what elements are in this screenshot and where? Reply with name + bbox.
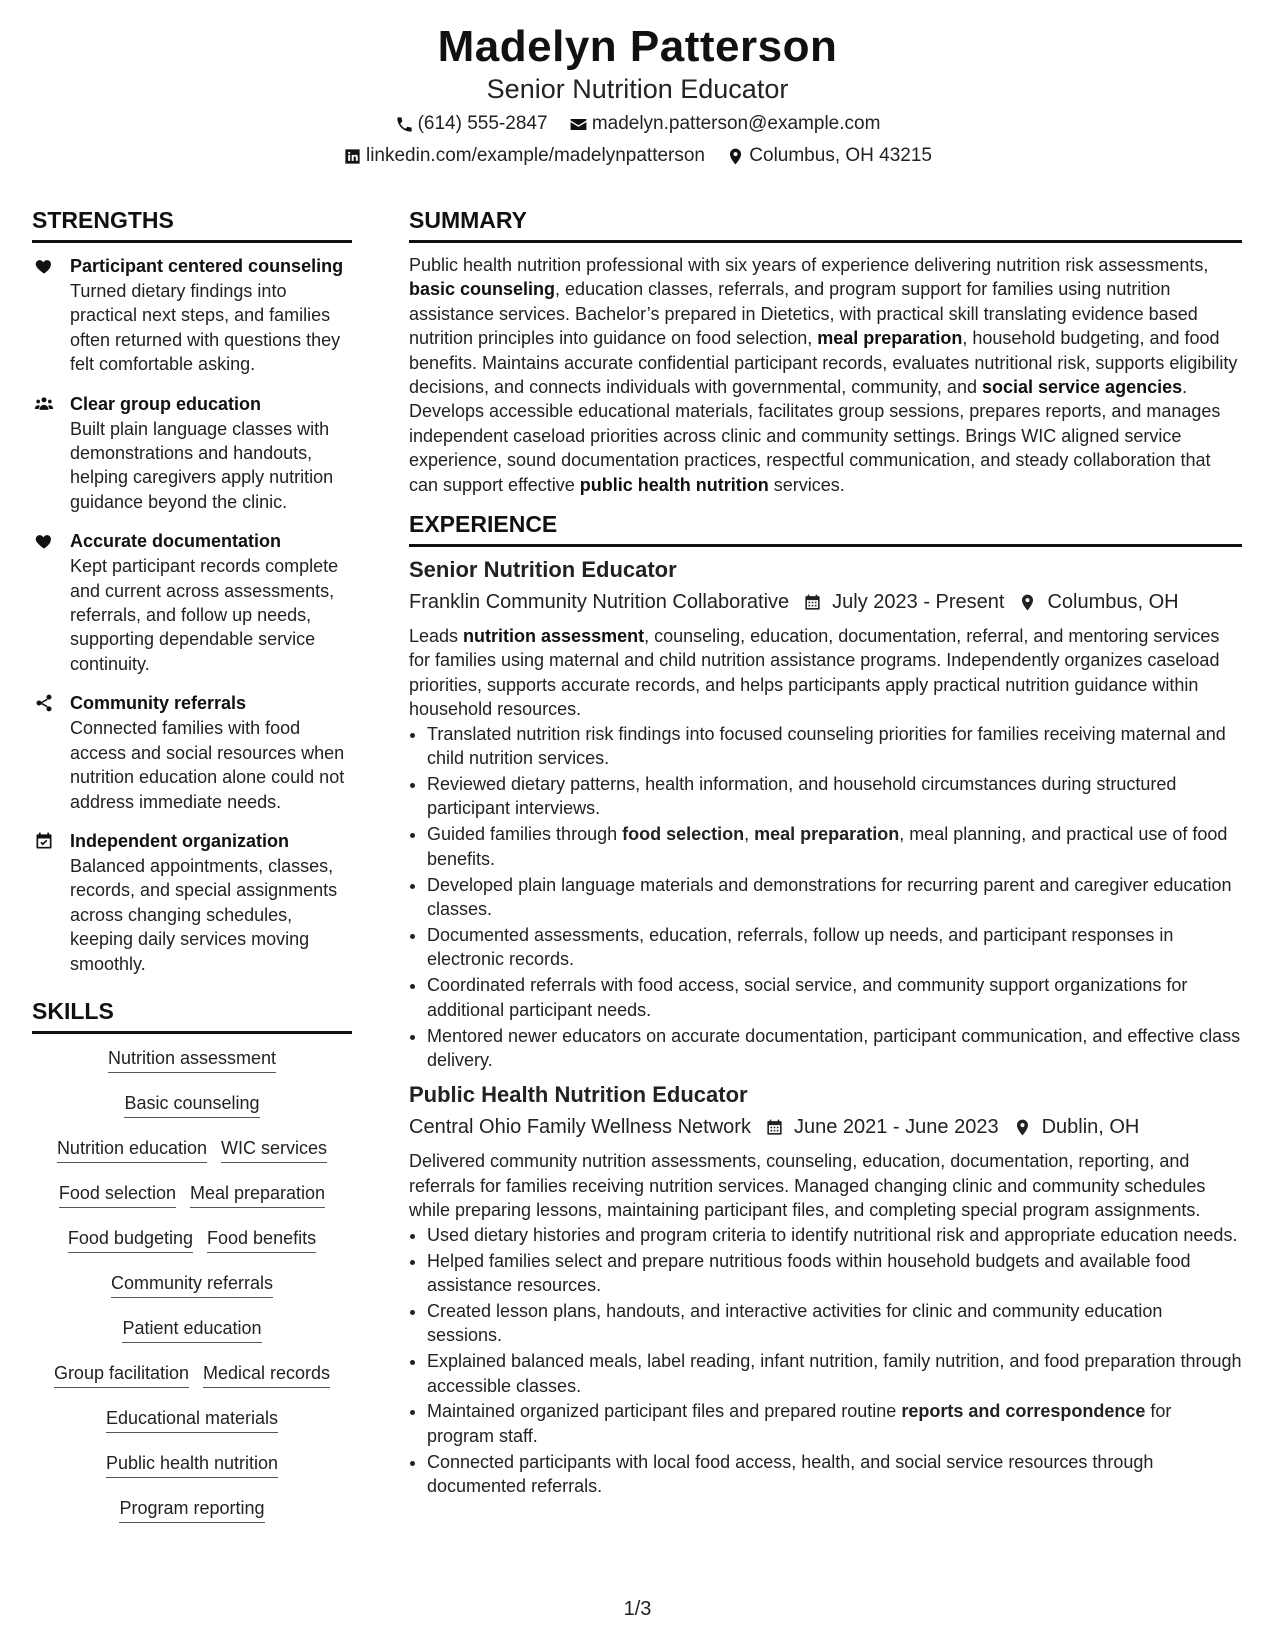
job-bullet: • Helped families select and prepare nutritious foods within household budgets and available food assistance resources. xyxy=(427,1249,1242,1298)
map-pin-icon xyxy=(1013,1118,1042,1137)
strength-description: Balanced appointments, classes, records, and special assignments across changing schedules, keeping daily services moving smoothly. xyxy=(70,855,338,974)
skill-tag: Meal preparation xyxy=(190,1183,325,1208)
heart-icon xyxy=(32,538,54,555)
job-title: Public Health Nutrition Educator xyxy=(409,1082,748,1108)
job-location xyxy=(1018,591,1178,614)
job-bullet: • Coordinated referrals with food access, social service, and community support organizations for additional participant needs. xyxy=(427,973,1242,1022)
strength-body xyxy=(70,828,352,976)
strength-description: Turned dietary findings into practical next steps, and families often returned with questions they felt comfortable asking. xyxy=(70,281,341,375)
skill-tag: Food benefits xyxy=(207,1228,316,1253)
strength-description: Built plain language classes with demonstrations and handouts, helping caregivers apply nutrition guidance beyond the clinic. xyxy=(70,418,334,512)
strength-item xyxy=(32,253,352,377)
left-column xyxy=(32,207,352,1543)
skills-heading: SKILLS xyxy=(32,998,352,1034)
calendar-icon xyxy=(765,1118,794,1137)
strength-icon-wrap xyxy=(32,690,70,814)
strength-title: Accurate documentation xyxy=(70,531,282,552)
strengths-heading: STRENGTHS xyxy=(32,207,352,243)
job-bullet: • Connected participants with local food access, health, and social service resources through documented referrals. xyxy=(427,1450,1242,1499)
job-bullet: • Guided families through food selection, meal preparation, meal planning, and practical use of food benefits. xyxy=(427,822,1242,871)
group-icon xyxy=(32,401,54,418)
skill-tag: Educational materials xyxy=(106,1408,278,1433)
phone-icon xyxy=(395,115,414,134)
job-bullets xyxy=(409,1223,1242,1499)
map-pin-icon xyxy=(1018,593,1047,612)
job-location-text: Columbus, OH xyxy=(1047,591,1179,614)
job-bullet: • Created lesson plans, handouts, and interactive activities for clinic and community education sessions. xyxy=(427,1299,1242,1348)
strength-item xyxy=(32,828,352,976)
email-text: madelyn.patterson@example.com xyxy=(591,113,881,134)
strength-description: Kept participant records complete and current across assessments, referrals, and follow up needs, supporting dependable service continuity. xyxy=(70,556,339,674)
envelope-icon xyxy=(569,115,588,134)
candidate-title: Senior Nutrition Educator xyxy=(486,74,789,104)
job-dates xyxy=(765,1116,999,1139)
strength-body xyxy=(70,391,352,515)
job-meta xyxy=(409,591,1242,614)
job-bullet: • Reviewed dietary patterns, health information, and household circumstances during structured participant interviews. xyxy=(427,772,1242,821)
skill-tag: Food selection xyxy=(59,1183,176,1208)
contact-row-1 xyxy=(0,113,1275,140)
phone-text: (614) 555-2847 xyxy=(417,113,548,134)
job-dates xyxy=(803,591,1004,614)
skill-tag: Public health nutrition xyxy=(106,1453,278,1478)
strength-title: Independent organization xyxy=(70,830,289,851)
job-entry xyxy=(409,1082,1242,1498)
experience-heading: EXPERIENCE xyxy=(409,511,1242,547)
summary-heading: SUMMARY xyxy=(409,207,1242,243)
contact-row-2 xyxy=(0,145,1275,172)
email-contact[interactable] xyxy=(569,113,881,135)
heart-icon xyxy=(32,263,54,280)
location-contact xyxy=(726,145,932,167)
strength-body xyxy=(70,253,352,377)
skill-tag: Food budgeting xyxy=(68,1228,193,1253)
summary-text: Public health nutrition professional with six years of experience delivering nutrition risk assessments, basic counseling, education classes, referrals, and program support for families using nutrition assistance services. Bachelor’s prepared in Dietetics, with practical skill translating evidence based nutrition principles into guidance on food selection, meal preparation, household budgeting, and food benefits. Maintains accurate confidential participant records, evaluates nutritional risk, supports eligibility decisions, and connects individuals with governmental, community, and social service agencies. Develops accessible educational materials, facilitates group sessions, prepares reports, and manages independent caseload priorities across clinic and community settings. Brings WIC aligned service experience, sound documentation practices, respectful communication, and steady collaboration that can support effective public health nutrition services. xyxy=(409,255,1238,495)
strength-body xyxy=(70,690,352,814)
job-bullet: • Used dietary histories and program criteria to identify nutritional risk and appropriate education needs. xyxy=(427,1223,1242,1247)
skill-tag: Nutrition education xyxy=(57,1138,207,1163)
share-icon xyxy=(32,700,54,717)
job-bullet: • Documented assessments, education, referrals, follow up needs, and participant responses in electronic records. xyxy=(427,923,1242,972)
skill-row xyxy=(32,1363,352,1408)
job-bullet: • Maintained organized participant files and prepared routine reports and correspondence for program staff. xyxy=(427,1399,1242,1448)
location-text: Columbus, OH 43215 xyxy=(749,145,932,166)
job-bullets xyxy=(409,722,1242,1073)
skill-tag: Patient education xyxy=(122,1318,261,1343)
strength-description: Connected families with food access and social resources when nutrition education alone could not address immediate needs. xyxy=(70,718,345,812)
skill-row xyxy=(32,1183,352,1228)
job-company: Central Ohio Family Wellness Network xyxy=(409,1116,751,1139)
strength-item xyxy=(32,391,352,515)
strength-icon-wrap xyxy=(32,828,70,976)
candidate-name: Madelyn Patterson xyxy=(437,22,838,71)
calendar-check-icon xyxy=(32,838,54,855)
job-bullet: • Translated nutrition risk findings into focused counseling priorities for families receiving maternal and child nutrition services. xyxy=(427,722,1242,771)
strength-body xyxy=(70,528,352,676)
strength-icon-wrap xyxy=(32,528,70,676)
phone-contact[interactable] xyxy=(395,113,548,135)
skill-row xyxy=(32,1273,352,1318)
strength-title: Clear group education xyxy=(70,393,262,414)
strength-icon-wrap xyxy=(32,253,70,377)
skill-row xyxy=(32,1408,352,1453)
job-dates-text: July 2023 - Present xyxy=(832,591,1005,614)
job-entry xyxy=(409,557,1242,1072)
skill-row xyxy=(32,1048,352,1093)
skill-tag: Basic counseling xyxy=(124,1093,259,1118)
job-company: Franklin Community Nutrition Collaborative xyxy=(409,591,790,614)
strength-item xyxy=(32,528,352,676)
skill-tag: Medical records xyxy=(203,1363,330,1388)
skill-row xyxy=(32,1228,352,1273)
strength-title: Community referrals xyxy=(70,693,247,714)
job-location-text: Dublin, OH xyxy=(1041,1116,1140,1139)
job-description: Delivered community nutrition assessments, counseling, education, documentation, reporting, and referrals for families receiving nutrition services. Managed changing clinic and community schedules while preparing lessons, maintaining participant files, and completing special program assignments. xyxy=(409,1151,1206,1221)
strength-item xyxy=(32,690,352,814)
skill-row xyxy=(32,1498,352,1543)
experience-list xyxy=(409,557,1242,1499)
skill-row xyxy=(32,1318,352,1363)
map-pin-icon xyxy=(726,147,745,166)
skills-list xyxy=(32,1048,352,1543)
skill-tag: Program reporting xyxy=(119,1498,264,1523)
skill-row xyxy=(32,1453,352,1498)
strength-title: Participant centered counseling xyxy=(70,256,344,276)
right-column xyxy=(409,207,1242,1500)
linkedin-contact[interactable] xyxy=(343,145,705,167)
linkedin-text: linkedin.com/example/madelynpatterson xyxy=(365,145,705,166)
calendar-icon xyxy=(803,593,832,612)
job-location xyxy=(1013,1116,1140,1139)
job-dates-text: June 2021 - June 2023 xyxy=(793,1116,999,1139)
page-number: 1/3 xyxy=(623,1598,652,1620)
skill-tag: Nutrition assessment xyxy=(108,1048,276,1073)
job-bullet: • Explained balanced meals, label reading, infant nutrition, family nutrition, and food preparation through accessible classes. xyxy=(427,1349,1242,1398)
skill-row xyxy=(32,1138,352,1183)
job-meta xyxy=(409,1116,1242,1139)
job-description: Leads nutrition assessment, counseling, education, documentation, referral, and mentoring services for families using maternal and child nutrition assistance programs. Independently organizes caseload priorities, supports accurate records, and helps participants apply practical nutrition guidance within household resources. xyxy=(409,626,1220,720)
job-bullet: • Mentored newer educators on accurate documentation, participant communication, and effective class delivery. xyxy=(427,1024,1242,1073)
skill-tag: Group facilitation xyxy=(54,1363,189,1388)
skill-tag: Community referrals xyxy=(111,1273,273,1298)
job-bullet: • Developed plain language materials and demonstrations for recurring parent and caregiver education classes. xyxy=(427,873,1242,922)
skill-tag: WIC services xyxy=(221,1138,327,1163)
linkedin-icon xyxy=(343,147,362,166)
strength-icon-wrap xyxy=(32,391,70,515)
strengths-list xyxy=(32,253,352,976)
job-title: Senior Nutrition Educator xyxy=(409,557,677,583)
skill-row xyxy=(32,1093,352,1138)
